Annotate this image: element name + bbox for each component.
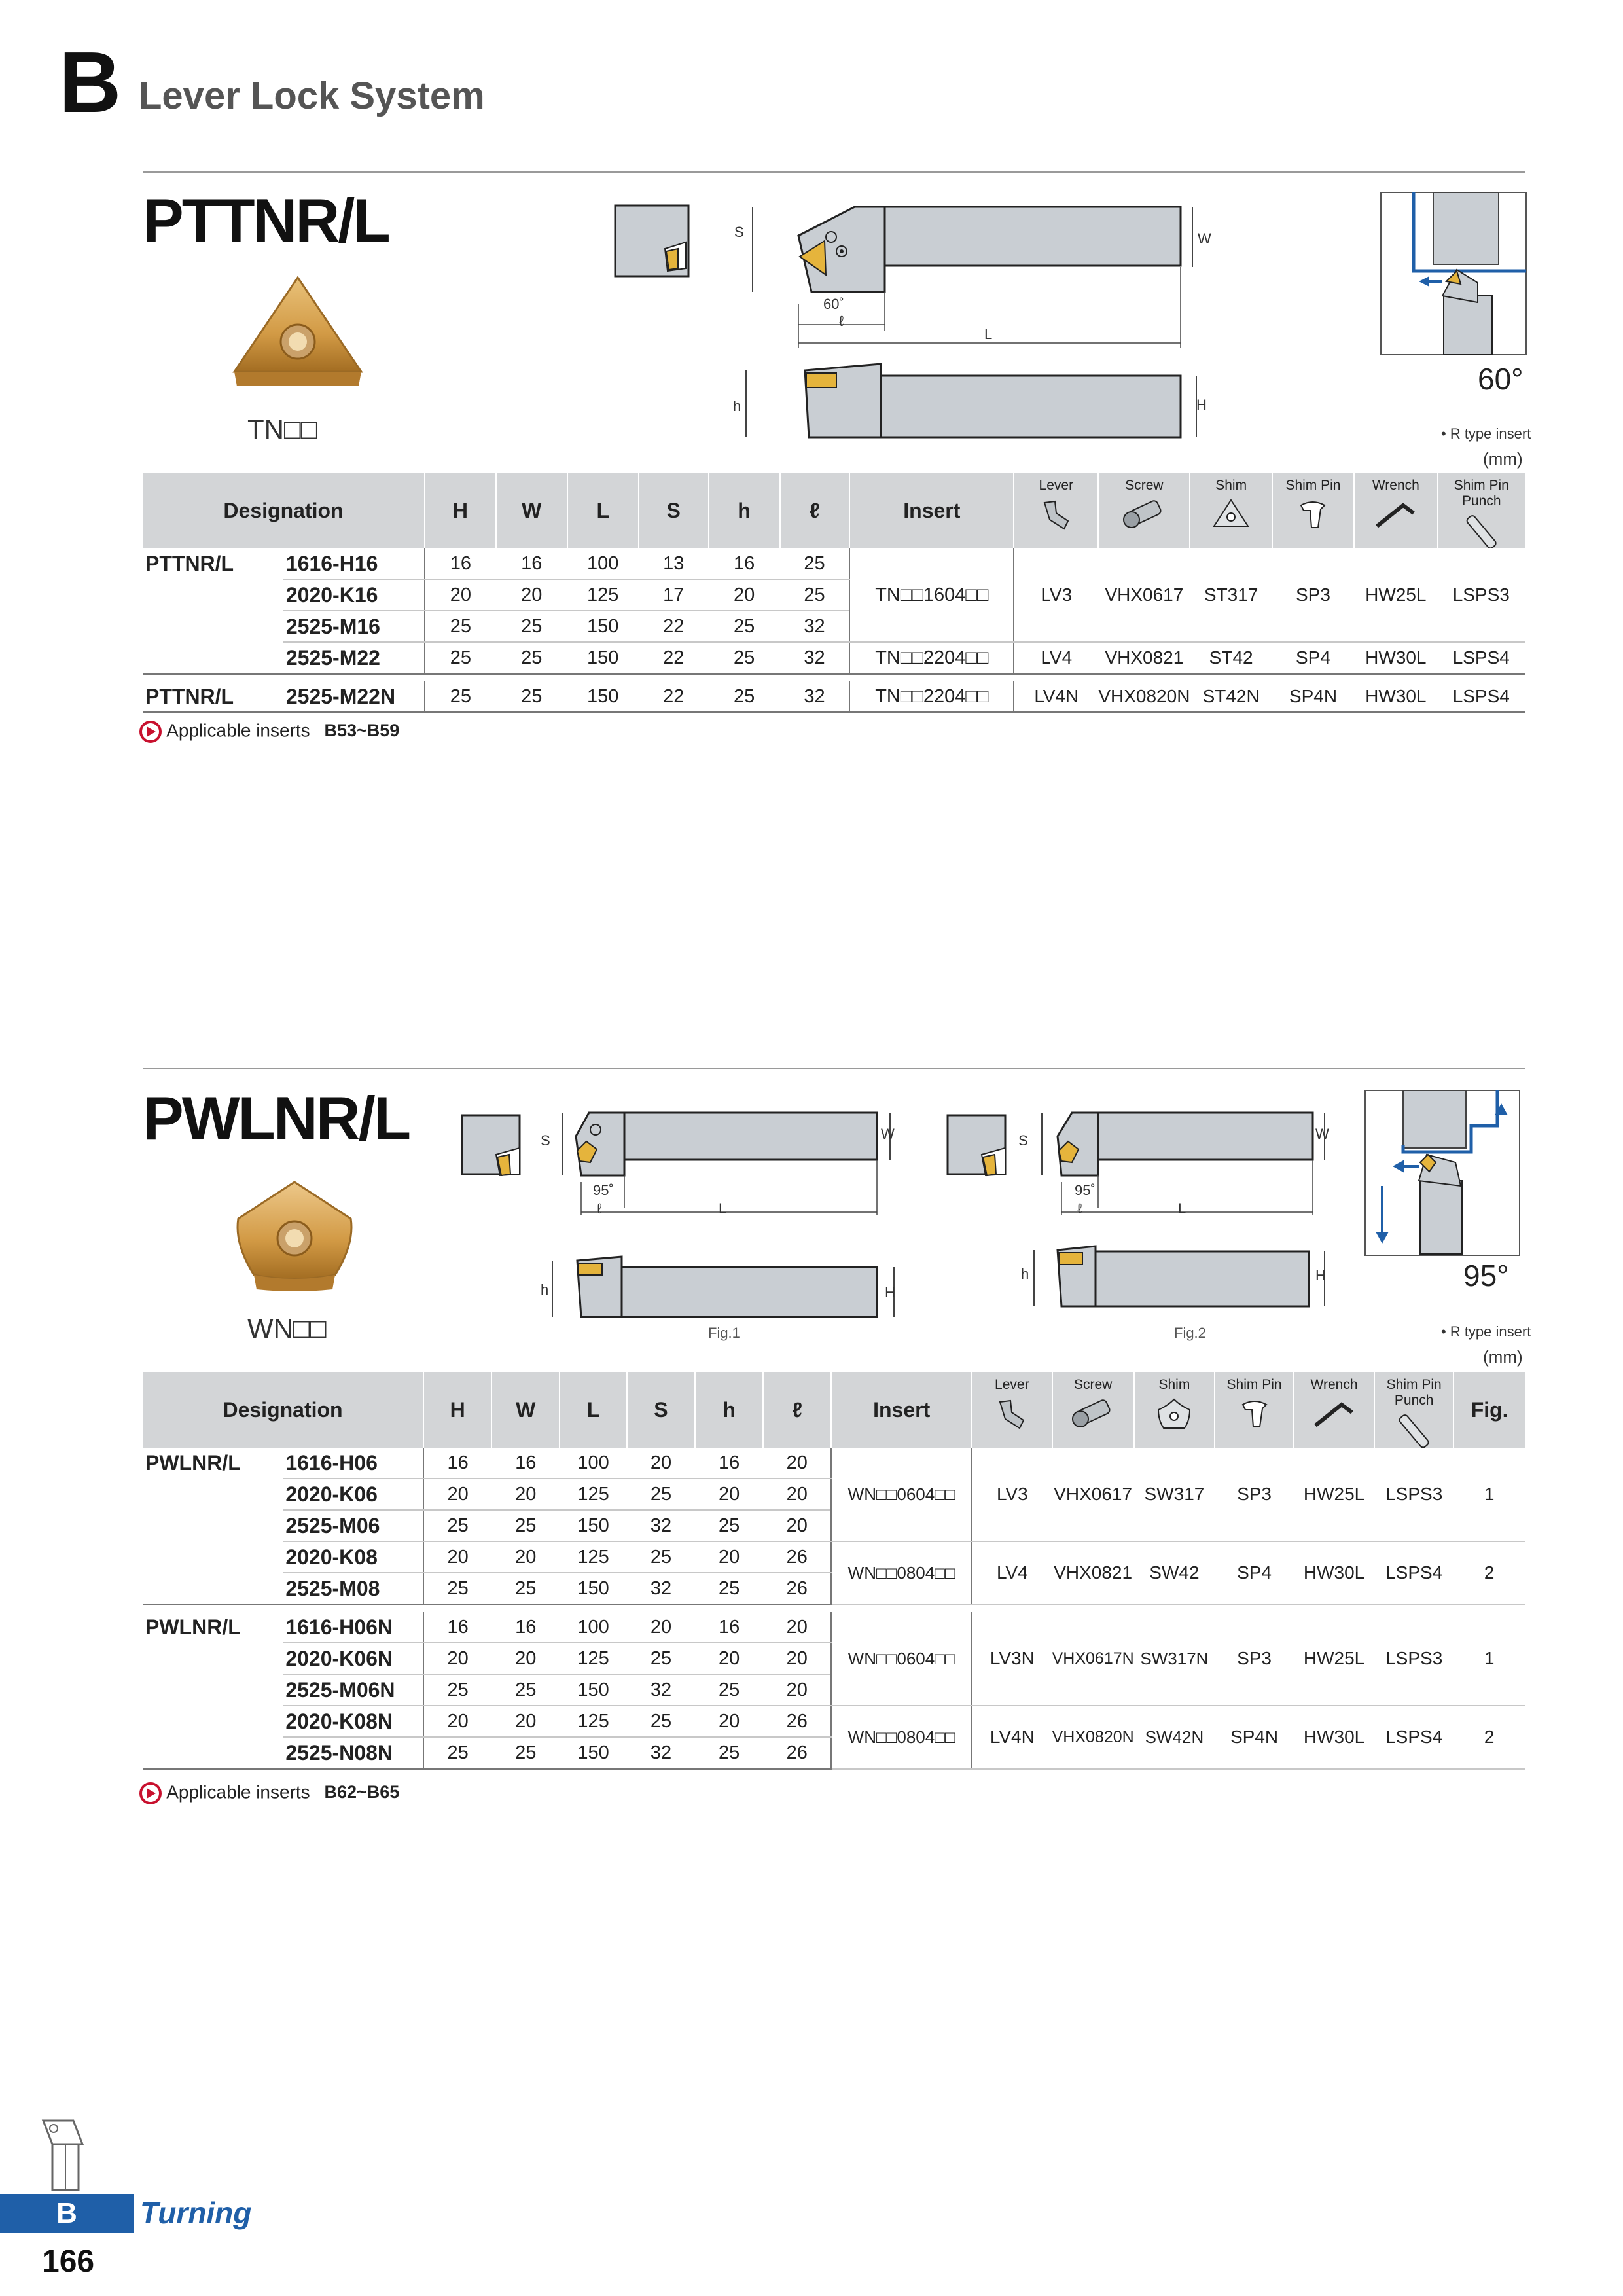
arrow-circle-icon bbox=[139, 720, 162, 744]
lever-cell: LV4N bbox=[1014, 681, 1098, 713]
shim-pin-cell: SP3 bbox=[1215, 1612, 1294, 1706]
cell: 150 bbox=[567, 611, 639, 642]
spec-table-pttnr bbox=[143, 473, 1525, 713]
designation-code: 2525-N08N bbox=[283, 1737, 423, 1769]
dim-h: h bbox=[1021, 1266, 1029, 1282]
cell: 25 bbox=[423, 1573, 491, 1605]
insert-code: WN□□ bbox=[247, 1313, 327, 1344]
dim-H: H bbox=[1315, 1267, 1326, 1283]
shim-pin-icon bbox=[1236, 1395, 1273, 1432]
col-screw-label: Screw bbox=[1073, 1377, 1113, 1392]
cell: 25 bbox=[695, 1674, 763, 1706]
designation-code: 2525-M06N bbox=[283, 1674, 423, 1706]
cell: 25 bbox=[425, 681, 496, 713]
col-lever-label: Lever bbox=[995, 1377, 1029, 1392]
col-wrench-label: Wrench bbox=[1372, 478, 1419, 493]
holder-end-view bbox=[613, 203, 694, 280]
unit-label: (mm) bbox=[1483, 449, 1523, 469]
cell: 20 bbox=[491, 1479, 560, 1510]
punch-cell: LSPS3 bbox=[1374, 1612, 1454, 1706]
shim-cell: SW317N bbox=[1134, 1612, 1215, 1706]
screw-cell: VHX0617N bbox=[1052, 1612, 1134, 1706]
punch-icon bbox=[1395, 1411, 1434, 1448]
application-sketch bbox=[1364, 1089, 1521, 1257]
lever-icon bbox=[993, 1395, 1030, 1432]
cell: 125 bbox=[560, 1706, 627, 1737]
insert-cell: TN□□1604□□ bbox=[849, 548, 1014, 642]
col-lever bbox=[972, 1372, 1052, 1448]
insert-cell: WN□□0604□□ bbox=[831, 1612, 972, 1706]
col-shim-pin-punch bbox=[1438, 473, 1525, 548]
cell: 26 bbox=[763, 1706, 831, 1737]
cell: 32 bbox=[627, 1573, 695, 1605]
cell: 150 bbox=[567, 681, 639, 713]
cell: 20 bbox=[423, 1541, 491, 1573]
cell: 25 bbox=[491, 1573, 560, 1605]
cell: 125 bbox=[560, 1541, 627, 1573]
cell: 32 bbox=[627, 1510, 695, 1541]
lever-cell: LV4 bbox=[1014, 642, 1098, 674]
col-shim-pin bbox=[1215, 1372, 1294, 1448]
series-label: PTTNR/L bbox=[145, 552, 234, 575]
designation-code: 2525-M06 bbox=[283, 1510, 423, 1541]
cell: 32 bbox=[627, 1737, 695, 1769]
holder-side-view-fig2 bbox=[1018, 1244, 1346, 1309]
dim-angle: 60˚ bbox=[823, 296, 844, 312]
cell: 16 bbox=[695, 1448, 763, 1479]
dim-W: W bbox=[1198, 230, 1211, 247]
cell: 20 bbox=[695, 1479, 763, 1510]
r-type-note: • R type insert bbox=[1441, 1323, 1531, 1340]
insert-image bbox=[230, 274, 365, 391]
cell: 16 bbox=[491, 1612, 560, 1643]
cell: 150 bbox=[560, 1737, 627, 1769]
punch-cell: LSPS3 bbox=[1374, 1448, 1454, 1541]
cell: 20 bbox=[627, 1448, 695, 1479]
cell: 25 bbox=[496, 681, 567, 713]
cell: 20 bbox=[496, 579, 567, 611]
wrench-cell: HW30L bbox=[1354, 681, 1437, 713]
divider bbox=[143, 171, 1525, 173]
cell: 22 bbox=[639, 611, 709, 642]
lever-cell: LV4N bbox=[972, 1706, 1052, 1769]
divider bbox=[143, 1068, 1525, 1069]
screw-cell: VHX0820N bbox=[1098, 681, 1190, 713]
approach-angle: 60° bbox=[1478, 362, 1524, 396]
holder-top-view-fig1 bbox=[543, 1110, 910, 1215]
cell: 16 bbox=[423, 1612, 491, 1643]
cell: 25 bbox=[627, 1643, 695, 1674]
screw-icon bbox=[1070, 1395, 1116, 1432]
cell: 20 bbox=[763, 1479, 831, 1510]
cell: 20 bbox=[425, 579, 496, 611]
cell: 25 bbox=[425, 642, 496, 674]
col-S: S bbox=[627, 1372, 695, 1448]
insert-code: TN□□ bbox=[247, 414, 317, 444]
col-shim-label: Shim bbox=[1215, 478, 1247, 493]
cell: 25 bbox=[423, 1674, 491, 1706]
shim-cell: ST42 bbox=[1190, 642, 1272, 674]
cell: 25 bbox=[780, 548, 850, 579]
arrow-circle-icon bbox=[139, 1782, 162, 1805]
spec-table-pwlnr bbox=[143, 1372, 1525, 1770]
lever-cell: LV3 bbox=[972, 1448, 1052, 1541]
series-label: PWLNR/L bbox=[145, 1451, 241, 1475]
cell: 20 bbox=[763, 1448, 831, 1479]
col-shim-pin-punch bbox=[1374, 1372, 1454, 1448]
cell: 25 bbox=[627, 1706, 695, 1737]
insert-cell: TN□□2204□□ bbox=[849, 681, 1014, 713]
cell: 16 bbox=[423, 1448, 491, 1479]
col-wrench bbox=[1294, 1372, 1374, 1448]
designation-code: 1616-H06 bbox=[283, 1448, 423, 1479]
cell: 20 bbox=[763, 1643, 831, 1674]
cell: 16 bbox=[496, 548, 567, 579]
wrench-cell: HW25L bbox=[1294, 1612, 1374, 1706]
fig-cell: 1 bbox=[1454, 1448, 1525, 1541]
col-shim bbox=[1134, 1372, 1215, 1448]
dim-W: W bbox=[1315, 1126, 1329, 1142]
dim-S: S bbox=[1018, 1132, 1028, 1149]
cell: 25 bbox=[695, 1510, 763, 1541]
cell: 20 bbox=[423, 1643, 491, 1674]
cell: 125 bbox=[567, 579, 639, 611]
col-wrench bbox=[1354, 473, 1437, 548]
cell: 20 bbox=[423, 1706, 491, 1737]
cell: 32 bbox=[780, 681, 850, 713]
shim-pin-cell: SP4N bbox=[1272, 681, 1354, 713]
wrench-cell: HW30L bbox=[1294, 1541, 1374, 1605]
designation-code: 2525-M16 bbox=[283, 611, 425, 642]
fig-cell: 2 bbox=[1454, 1541, 1525, 1605]
screw-cell: VHX0820N bbox=[1052, 1706, 1134, 1769]
approach-angle: 95° bbox=[1463, 1259, 1509, 1293]
screw-cell: VHX0617 bbox=[1052, 1448, 1134, 1541]
dim-l: ℓ bbox=[839, 313, 844, 329]
punch-cell: LSPS4 bbox=[1374, 1706, 1454, 1769]
wrench-cell: HW30L bbox=[1354, 642, 1437, 674]
holder-end-view-fig2 bbox=[945, 1113, 1010, 1181]
shim-icon bbox=[1211, 496, 1251, 533]
cell: 25 bbox=[627, 1479, 695, 1510]
fig2-label: Fig.2 bbox=[1174, 1325, 1206, 1341]
cell: 100 bbox=[560, 1612, 627, 1643]
applicable-label: Applicable inserts bbox=[166, 1782, 310, 1803]
cell: 25 bbox=[423, 1737, 491, 1769]
cell: 150 bbox=[560, 1510, 627, 1541]
lever-cell: LV3N bbox=[972, 1612, 1052, 1706]
col-shim-pin-punch-label: Shim Pin Punch bbox=[1454, 478, 1509, 509]
dim-L: L bbox=[1178, 1200, 1186, 1217]
col-lever bbox=[1014, 473, 1098, 548]
cell: 32 bbox=[780, 611, 850, 642]
punch-icon bbox=[1462, 512, 1501, 548]
cell: 20 bbox=[709, 579, 780, 611]
col-H: H bbox=[425, 473, 496, 548]
cell: 26 bbox=[763, 1573, 831, 1605]
cell: 25 bbox=[491, 1674, 560, 1706]
cell: 25 bbox=[695, 1573, 763, 1605]
cell: 16 bbox=[695, 1612, 763, 1643]
applicable-pages[interactable]: B53~B59 bbox=[324, 721, 400, 741]
designation-code: 2020-K16 bbox=[283, 579, 425, 611]
designation-code: 2020-K06N bbox=[283, 1643, 423, 1674]
holder-top-view-fig2 bbox=[1021, 1110, 1348, 1215]
applicable-label: Applicable inserts bbox=[166, 720, 310, 741]
cell: 26 bbox=[763, 1737, 831, 1769]
col-L: L bbox=[560, 1372, 627, 1448]
cell: 22 bbox=[639, 681, 709, 713]
screw-cell: VHX0821 bbox=[1052, 1541, 1134, 1605]
col-h: h bbox=[695, 1372, 763, 1448]
cell: 20 bbox=[491, 1541, 560, 1573]
cell: 32 bbox=[780, 642, 850, 674]
designation-code: 1616-H16 bbox=[283, 548, 425, 579]
cell: 20 bbox=[491, 1643, 560, 1674]
dim-h: h bbox=[733, 398, 741, 414]
col-screw bbox=[1052, 1372, 1134, 1448]
application-sketch bbox=[1380, 191, 1529, 357]
lever-icon bbox=[1038, 496, 1075, 533]
insert-cell: WN□□0604□□ bbox=[831, 1448, 972, 1541]
punch-cell: LSPS3 bbox=[1438, 548, 1525, 642]
product-name: PWLNR/L bbox=[143, 1084, 410, 1153]
series-label: PWLNR/L bbox=[145, 1615, 241, 1639]
cell: 25 bbox=[496, 642, 567, 674]
col-shim-pin-label: Shim Pin bbox=[1285, 478, 1341, 493]
cell: 13 bbox=[639, 548, 709, 579]
wrench-icon bbox=[1373, 496, 1419, 533]
applicable-pages[interactable]: B62~B65 bbox=[324, 1782, 400, 1803]
chapter-letter: B bbox=[59, 34, 122, 130]
shim-cell: SW42 bbox=[1134, 1541, 1215, 1605]
col-screw-label: Screw bbox=[1125, 478, 1164, 493]
chapter-tab: B bbox=[0, 2194, 134, 2233]
cell: 100 bbox=[560, 1448, 627, 1479]
col-shim-pin-label: Shim Pin bbox=[1226, 1377, 1282, 1392]
r-type-note: • R type insert bbox=[1441, 425, 1531, 442]
col-shim-label: Shim bbox=[1158, 1377, 1190, 1392]
col-screw bbox=[1098, 473, 1190, 548]
turning-tool-icon bbox=[39, 2118, 98, 2191]
insert-cell: WN□□0804□□ bbox=[831, 1706, 972, 1769]
col-wrench-label: Wrench bbox=[1310, 1377, 1358, 1392]
screw-icon bbox=[1121, 496, 1167, 533]
cell: 150 bbox=[567, 642, 639, 674]
designation-code: 2020-K08 bbox=[283, 1541, 423, 1573]
dim-h: h bbox=[541, 1282, 549, 1298]
shim-cell: SW42N bbox=[1134, 1706, 1215, 1769]
col-h: h bbox=[709, 473, 780, 548]
dim-l: ℓ bbox=[1077, 1200, 1082, 1217]
col-fig: Fig. bbox=[1454, 1372, 1525, 1448]
lever-cell: LV3 bbox=[1014, 548, 1098, 642]
col-designation: Designation bbox=[143, 1372, 423, 1448]
designation-code: 2020-K06 bbox=[283, 1479, 423, 1510]
dim-angle: 95˚ bbox=[593, 1182, 614, 1198]
product-name: PTTNR/L bbox=[143, 186, 389, 255]
cell: 20 bbox=[763, 1612, 831, 1643]
col-shim-pin-punch-label: Shim Pin Punch bbox=[1386, 1377, 1442, 1408]
cell: 25 bbox=[780, 579, 850, 611]
col-designation: Designation bbox=[143, 473, 425, 548]
cell: 25 bbox=[627, 1541, 695, 1573]
insert-cell: WN□□0804□□ bbox=[831, 1541, 972, 1605]
dim-L: L bbox=[984, 326, 993, 342]
insert-cell: TN□□2204□□ bbox=[849, 642, 1014, 674]
cell: 150 bbox=[560, 1573, 627, 1605]
cell: 100 bbox=[567, 548, 639, 579]
punch-cell: LSPS4 bbox=[1438, 681, 1525, 713]
wrench-cell: HW25L bbox=[1294, 1448, 1374, 1541]
cell: 125 bbox=[560, 1479, 627, 1510]
applicable-inserts-note bbox=[139, 720, 399, 744]
designation-code: 2525-M08 bbox=[283, 1573, 423, 1605]
section-name: Turning bbox=[140, 2196, 252, 2230]
holder-end-view-fig1 bbox=[459, 1113, 525, 1181]
designation-code: 2525-M22N bbox=[283, 681, 425, 713]
cell: 22 bbox=[639, 642, 709, 674]
cell: 17 bbox=[639, 579, 709, 611]
cell: 125 bbox=[560, 1643, 627, 1674]
cell: 32 bbox=[627, 1674, 695, 1706]
cell: 150 bbox=[560, 1674, 627, 1706]
col-shim bbox=[1190, 473, 1272, 548]
col-H: H bbox=[423, 1372, 491, 1448]
cell: 25 bbox=[709, 681, 780, 713]
cell: 25 bbox=[425, 611, 496, 642]
dim-W: W bbox=[881, 1126, 895, 1142]
shim-pin-icon bbox=[1294, 496, 1331, 533]
series-label: PTTNR/L bbox=[143, 681, 283, 713]
cell: 16 bbox=[709, 548, 780, 579]
screw-cell: VHX0821 bbox=[1098, 642, 1190, 674]
insert-image bbox=[230, 1178, 359, 1293]
shim-icon bbox=[1154, 1395, 1194, 1432]
dim-angle: 95˚ bbox=[1075, 1182, 1096, 1198]
fig-cell: 1 bbox=[1454, 1612, 1525, 1706]
col-L: L bbox=[567, 473, 639, 548]
cell: 25 bbox=[491, 1510, 560, 1541]
screw-cell: VHX0617 bbox=[1098, 548, 1190, 642]
cell: 20 bbox=[763, 1674, 831, 1706]
cell: 26 bbox=[763, 1541, 831, 1573]
applicable-inserts-note bbox=[139, 1782, 399, 1805]
unit-label: (mm) bbox=[1483, 1347, 1523, 1367]
shim-cell: ST42N bbox=[1190, 681, 1272, 713]
wrench-cell: HW30L bbox=[1294, 1706, 1374, 1769]
cell: 25 bbox=[695, 1737, 763, 1769]
fig-cell: 2 bbox=[1454, 1706, 1525, 1769]
col-l: ℓ bbox=[763, 1372, 831, 1448]
dim-l: ℓ bbox=[597, 1200, 602, 1217]
dim-L: L bbox=[719, 1200, 727, 1217]
designation-code: 2525-M22 bbox=[283, 642, 425, 674]
col-lever-label: Lever bbox=[1039, 478, 1074, 493]
cell: 20 bbox=[695, 1541, 763, 1573]
shim-cell: SW317 bbox=[1134, 1448, 1215, 1541]
shim-pin-cell: SP3 bbox=[1215, 1448, 1294, 1541]
col-l: ℓ bbox=[780, 473, 850, 548]
dim-S: S bbox=[734, 224, 744, 240]
cell: 25 bbox=[709, 611, 780, 642]
cell: 25 bbox=[496, 611, 567, 642]
dim-H: H bbox=[885, 1284, 895, 1300]
fig1-label: Fig.1 bbox=[708, 1325, 740, 1341]
col-W: W bbox=[496, 473, 567, 548]
dim-H: H bbox=[1196, 397, 1207, 413]
cell: 25 bbox=[491, 1737, 560, 1769]
holder-top-view bbox=[726, 194, 1224, 351]
cell: 16 bbox=[491, 1448, 560, 1479]
page-number: 166 bbox=[42, 2244, 95, 2279]
cell: 20 bbox=[423, 1479, 491, 1510]
shim-pin-cell: SP4N bbox=[1215, 1706, 1294, 1769]
shim-pin-cell: SP4 bbox=[1215, 1541, 1294, 1605]
col-S: S bbox=[639, 473, 709, 548]
wrench-cell: HW25L bbox=[1354, 548, 1437, 642]
col-shim-pin bbox=[1272, 473, 1354, 548]
designation-code: 2020-K08N bbox=[283, 1706, 423, 1737]
cell: 16 bbox=[425, 548, 496, 579]
dim-S: S bbox=[541, 1132, 550, 1149]
shim-cell: ST317 bbox=[1190, 548, 1272, 642]
cell: 20 bbox=[695, 1643, 763, 1674]
lever-cell: LV4 bbox=[972, 1541, 1052, 1605]
punch-cell: LSPS4 bbox=[1438, 642, 1525, 674]
punch-cell: LSPS4 bbox=[1374, 1541, 1454, 1605]
col-insert: Insert bbox=[831, 1372, 972, 1448]
shim-pin-cell: SP3 bbox=[1272, 548, 1354, 642]
holder-side-view bbox=[726, 357, 1224, 442]
cell: 25 bbox=[423, 1510, 491, 1541]
holder-side-view-fig1 bbox=[538, 1254, 911, 1319]
cell: 20 bbox=[491, 1706, 560, 1737]
col-W: W bbox=[491, 1372, 560, 1448]
cell: 20 bbox=[763, 1510, 831, 1541]
wrench-icon bbox=[1311, 1395, 1357, 1432]
cell: 25 bbox=[709, 642, 780, 674]
cell: 20 bbox=[695, 1706, 763, 1737]
cell: 20 bbox=[627, 1612, 695, 1643]
chapter-title: Lever Lock System bbox=[139, 75, 485, 117]
shim-pin-cell: SP4 bbox=[1272, 642, 1354, 674]
col-insert: Insert bbox=[849, 473, 1014, 548]
designation-code: 1616-H06N bbox=[283, 1612, 423, 1643]
